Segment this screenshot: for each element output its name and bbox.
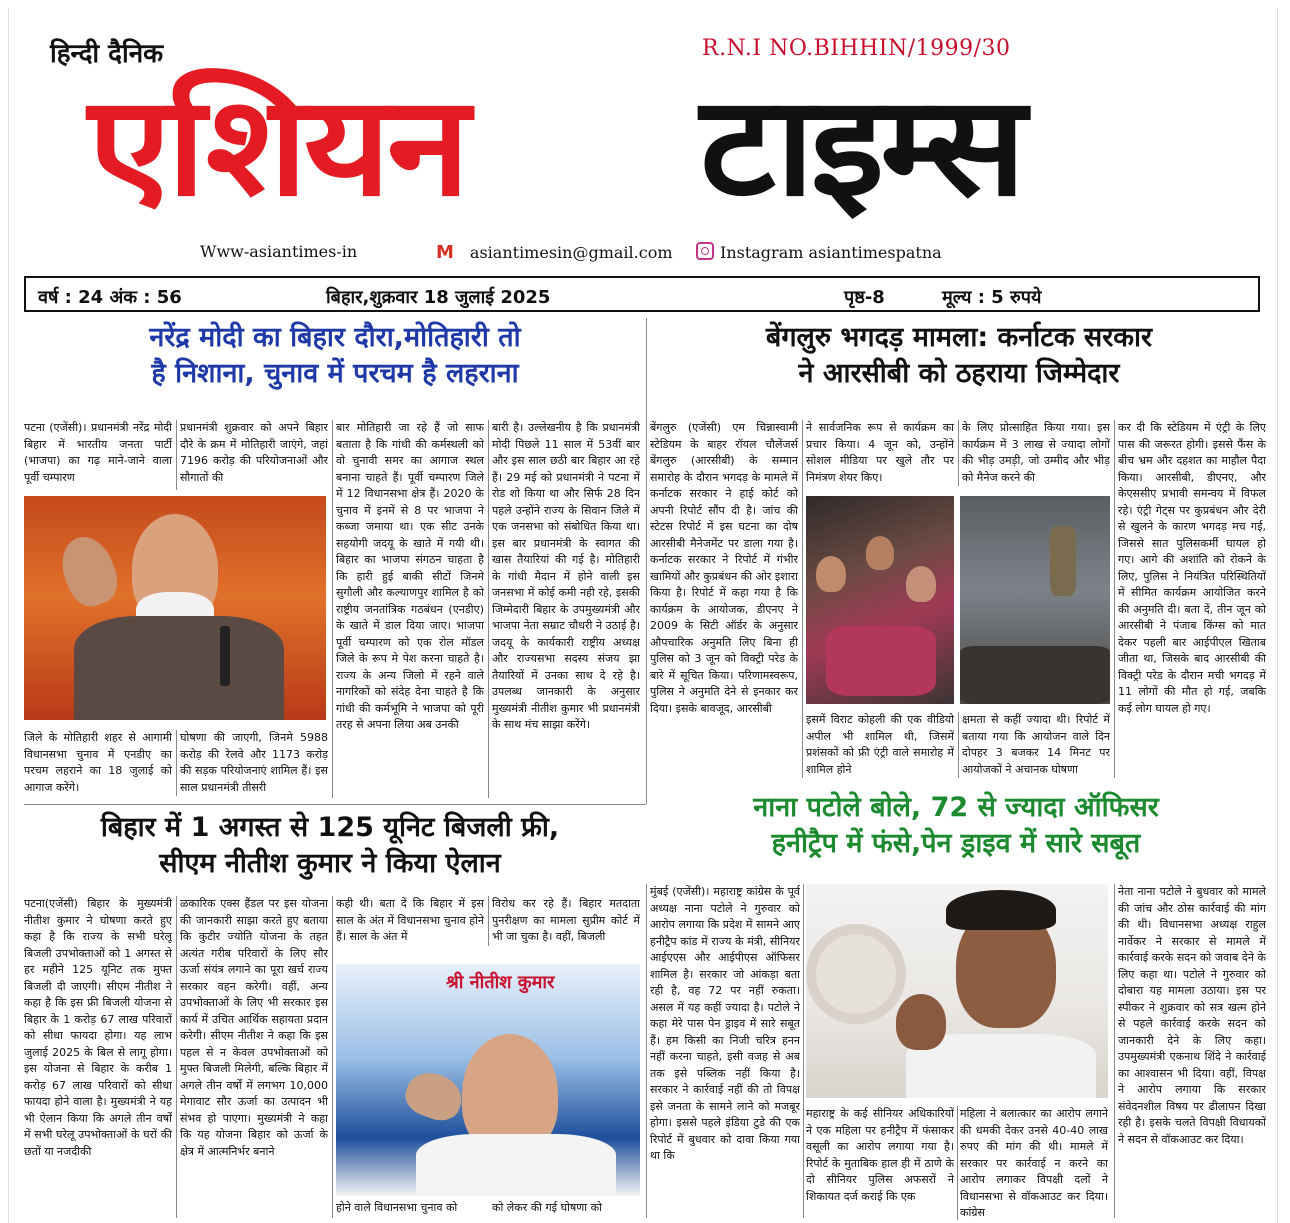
story2-col2-top: ने सार्वजनिक रूप से कार्यक्रम का प्रचार किया। 4 जून को, उन्होंने सोशल मीडिया पर खुले तौर पर निमंत्रण शेयर किए। [806,421,954,484]
story2-headline-line2: ने आरसीबी को ठहराया जिम्मेदार [798,358,1120,390]
pretitle: हिन्दी दैनिक [50,39,164,69]
police-officer [1050,526,1076,596]
congress-logo-backdrop [806,924,906,1024]
story3-col2: ळकारिक एक्स हैंडल पर इस योजना की जानकारी साझा करते हुए बताया कि कुटीर ज्योति योजना के तहत अत्यंत गरीब परिवारों के लिए सौर ऊर्जा संयंत्र लगाने का पूरा खर्च राज्य सरकार वहन करेगी। वहीं, अन्य उपभोक्ताओं के लिए भी सरकार इस कार्य में उचित आर्थिक सहायता प्रदान करेगी। सीएम नीतीश ने कहा कि इस पहल से न केवल उपभोक्ताओं को मुफ्त बिजली मिलेगी, बल्कि बिहार में अगले तीन वर्षों में लगभग 10,000 मेगावाट सौर ऊर्जा का उत्पादन भी संभव हो पाएगा। मुख्यमंत्री ने कहा कि यह योजना बिहार को ऊर्जा के क्षेत्र में आत्मनिर्भर बनाने [180,897,328,1158]
story4-col3-bottom: महिला ने बलात्कार का आरोप लगाने की धमकी देकर उनसे 40-40 लाख रुपए की मांग की थी। मामले में सरकार पर कार्रवाई न करने का आरोप लगाकर विपक्षी दलों ने विधानसभा से वॉकआउट कर दिया। कांग्रेस [960,1107,1108,1219]
story1-headline [30,320,640,393]
story2-col4: कर दी कि स्टेडियम में एंट्री के लिए पास की जरूरत होगी। इससे फैंस के बीच भ्रम और दहशत का माहौल पैदा किया। आरसीबी, डीएनए, और केएससीए प्रभावी समन्वय में विफल रहे। एंट्री गेट्स पर कुप्रबंधन और देरी से खुलने के कारण भगदड़ मच गई, जिससे सात पुलिसकर्मी घायल हो गए। आगे की अशांति को रोकने के लिए, पुलिस ने नियंत्रित परिस्थितियों में सीमित कार्यक्रम आयोजित करने की अनुमति दी। बता दें, तीन जून को आरसीबी ने पंजाब किंग्स को मात देकर पहली बार आईपीएल खिताब जीता था, जिसके बाद आरसीबी की विक्ट्री परेड के दौरान मची भगदड़ में 11 लोगों की मौत हो गई, जबकि कई लोग घायल हो गए। [1118,421,1266,715]
email-contact[interactable] [436,242,673,263]
nitish-kurta [416,1134,616,1196]
issue-date: बिहार,शुक्रवार 18 जुलाई 2025 [326,287,551,308]
email-text: asiantimesin@gmail.com [469,243,673,262]
microphone [220,626,230,686]
story1-col2-bottom: घोषणा की जाएगी, जिनमे 5988 करोड़ की रेलवे और 1173 करोड़ की सड़क परियोजनाएं शामिल हैं। इस साल प्रधानमंत्री तीसरी [180,731,328,794]
shoes-pile [960,646,1110,704]
story1-headline-line1: नरेंद्र मोदी का बिहार दौरा,मोतिहारी तो [149,322,521,353]
price: मूल्य : 5 रुपये [942,287,1042,308]
story1-col2-top: प्रधानमंत्री शुक्रवार को अपने बिहार दौरे के क्रम में मोतिहारी जाएंगे, जहां 7196 करोड़ की परियोजनाओं और सौगातों की [180,421,328,484]
story3-col4-top: विरोध कर रहे हैं। बिहार मतदाता पुनरीक्षण का मामला सुप्रीम कोर्ट में भी जा चुका है। वहीं, बिजली [492,897,640,943]
issue-info-bar [24,276,1260,312]
story1-col3: बार मोतिहारी जा रहे हैं जो साफ बताता है कि गांधी की कर्मस्थली को वो चुनावी समर का आगाज स्थल बनाना चाहते हैं। पूर्वी चम्पारण जिले में 12 विधानसभा क्षेत्र हैं। 2020 के चुनाव में इनमें से 8 पर भाजपा ने कब्जा जमाया था। एक सीट उनके सहयोगी जदयू के खाते में गयी थी। बिहार का भाजपा संगठन चाहता है कि हारी हुई बाकी सीटों जिनमे सुगौली और कल्याणपुर शामिल है को राष्ट्रीय जनतांत्रिक गठबंधन (एनडीए) के खाते में डाल दिया जाए। भाजपा पूर्वी चम्पारण को एक रोल मॉडल जिले के रूप मे पेश करना चाहते है। राज्य के अन्य जिलो में रहने वाले नागरिकों को संदेह देना चाहते है कि गांधी की कर्मभूमि ने भाजपा को पूरी तरह से अपना लिया अब उनकी [336,421,484,731]
story3-col3-top: कही थी। बता दें कि बिहार में इस साल के अंत में विधानसभा चुनाव होने हैं। साल के अंत में [336,897,484,943]
website-link[interactable]: Www-asiantimes-in [200,242,358,261]
story2-headline-line1: बेंगलुरु भगदड़ मामला: कर्नाटक सरकार [765,322,1153,353]
nitish-photo [336,964,640,1196]
issue-number: वर्ष : 24 अंक : 56 [38,287,182,308]
story4-col2-bottom: महाराष्ट्र के कई सीनियर अधिकारियों ने एक महिला पर हनीट्रैप में फंसाकर वसूली का आरोप लगाया गया है। रिपोर्ट के मुताबिक हाल ही में ठाणे के दो सीनियर पुलिस अफसरों ने शिकायत दर्ज कराई कि एक [806,1107,954,1203]
story3-headline-line1: बिहार में 1 अगस्त से 125 यूनिट बिजली फ्री, [100,812,560,843]
story4-col4: नेता नाना पटोले ने बुधवार को मामले की जांच और ठोस कार्रवाई की मांग की थी। विधानसभा अध्यक्ष राहुल नार्वेकर ने सरकार से मामले में कार्रवाई करके सदन को जवाब देने के लिए कहा था। पटोले ने गुरुवार को दोबारा यह मामला उठाया। इस पर स्पीकर ने शुक्रवार को सत्र खत्म होने से पहले कार्रवाई करके सदन को जानकारी देने के लिए कहा। उपमुख्यमंत्री एकनाथ शिंदे ने कार्रवाई का आश्वासन भी दिया। वहीं, विपक्ष ने आरोप लगाया कि सरकार संवेदनशील विषय पर ढीलापन दिखा रही है। इसके चलते विपक्षी विधायकों ने सदन से वॉकआउट कर दिया। [1118,885,1266,1146]
story2-headline [652,320,1266,393]
story3-col4-bottom: को लेकर की गई घोषणा को [492,1201,602,1214]
story4-headline [646,790,1266,863]
story3-headline [20,810,640,883]
story3-col1: पटना(एजेंसी) बिहार के मुख्यमंत्री नीतीश कुमार ने घोषणा करते हुए कहा है कि राज्य के सभी घरेलू बिजली उपभोक्ताओं को 1 अगस्त से हर महीने 125 यूनिट तक मुफ्त बिजली दी जाएगी। सीएम नीतीश ने कहा है कि इस फ्री बिजली योजना से बिहार के 1 करोड़ 67 लाख परिवारों को सीधा फायदा होगा। यह लाभ जुलाई 2025 के बिल से लागू होगा। इस योजना से बिहार के करीब 1 करोड़ 67 लाख परिवारों को सीधा फायदा होने वाला है। मुख्यमंत्री ने यह भी ऐलान किया कि अगले तीन वर्षों में सभी घरेलू उपभोक्ताओं के घरों की छतों या नजदीकी [24,897,172,1158]
gmail-icon: M [436,242,454,263]
instagram-text: Instagram asiantimespatna [720,243,942,262]
nitish-hand [400,1066,468,1126]
crowd-bodies [826,626,936,696]
rni-number: R.N.I NO.BIHHIN/1999/30 [702,36,1011,61]
crowd-face [866,536,894,570]
story2-col2-bottom: इसमें विराट कोहली की एक वीडियो अपील भी शामिल थी, जिसमें प्रशंसकों को फ्री एंट्री वाले समारोह में शामिल होने [806,713,954,776]
modi-photo [24,496,326,720]
modi-vest [74,616,284,720]
story4-headline-line2: हनीट्रैप में फंसे,पेन ड्राइव में सारे सबूत [771,828,1141,860]
story2-col1: बेंगलुरु (एजेंसी) एम चिन्नास्वामी स्टेडियम के बाहर रॉयल चौलेंजर्स बेंगलुरु (आरसीबी) के सम्मान समारोह के दौरान भगदड़ के मामले में कर्नाटक सरकार ने हाई कोर्ट को अपनी रिपोर्ट सौंप दी है। जांच की स्टेटस रिपोर्ट में इस घटना का दोष आरसीबी मैनेजमेंट पर डाला गया है। कर्नाटक सरकार ने रिपोर्ट में गंभीर खामियों और कुप्रबंधन की ओर इशारा किया है। रिपोर्ट में कहा गया है कि कार्यक्रम के आयोजक, डीएनए ने 2009 के सिटी ऑर्डर के अनुसार औपचारिक अनुमति लिए बिना ही पुलिस को 3 जून को विक्ट्री परेड के बारे में सूचित किया। परिणामस्वरूप, पुलिस ने अनुमति देने से इनकार कर दिया। इसके बावजूद, आरसीबी [650,421,798,715]
stampede-shoes-photo [960,496,1110,704]
crowd-photo [806,496,954,704]
story3-headline-line2: सीएम नीतीश कुमार ने किया ऐलान [159,848,501,880]
nitish-banner-text: श्री नीतीश कुमार [446,972,555,993]
instagram-icon [696,242,714,260]
crowd-face [906,566,936,602]
patole-photo [806,884,1108,1098]
page-number: पृष्ठ-8 [844,287,885,308]
instagram-contact[interactable] [696,242,942,262]
story4-headline-line1: नाना पटोले बोले, 72 से ज्यादा ऑफिसर [753,792,1159,823]
story1-col1-bottom: जिले के मोतिहारी शहर से आगामी विधानसभा चुनाव में एनडीए का परचम लहराने का 18 जुलाई को आगाज करेंगे। [24,731,172,794]
patole-hand [896,994,946,1050]
modi-hand [54,530,125,613]
patole-hair [946,890,1056,930]
story4-col1: मुंबई (एजेंसी)। महाराष्ट्र कांग्रेस के पूर्व अध्यक्ष नाना पटोले ने गुरुवार को आरोप लगाया कि प्रदेश में सामने आए हनीट्रैप कांड में राज्य के मंत्री, सीनियर आईएएस और आईपीएस ऑफिसर शामिल है। सरकार जो आंकड़ा बता रही है, वह 72 पर नहीं रुकता। असल में यह कहीं ज्यादा है। पटोले ने कहा मेरे पास पेन ड्राइव में सारे सबूत हैं। हम किसी का निजी चरित्र हनन नहीं करना चाहते, इसी वजह से अब तक इसे पब्लिक नहीं किया है। सरकार ने कार्रवाई नहीं की तो विपक्ष इसे जनता के सामने लाने को मजबूर होगा। इससे पहले इंडिया टुडे की एक रिपोर्ट में बुधवार को दावा किया गया था कि [650,885,800,1162]
masthead-title-black: टाइम्स [700,66,1023,228]
masthead-title-red: एशियन [88,66,467,228]
story1-col1-top: पटना (एजेंसी)। प्रधानमंत्री नरेंद्र मोदी बिहार में भारतीय जनता पार्टी (भाजपा) का गढ़ माने-जाने वाला पूर्वी चम्पारण [24,421,172,484]
story2-col3-bottom: क्षमता से कहीं ज्यादा थी। रिपोर्ट में बताया गया कि आयोजन वाले दिन दोपहर 3 बजकर 14 मिनट पर आयोजकों ने अचानक घोषणा [962,713,1110,776]
story3-col3-bottom: होने वाले विधानसभा चुनाव को [336,1201,458,1214]
story1-col4: बारी है। उल्लेखनीय है कि प्रधानमंत्री मोदी पिछले 11 साल में 53वीं बार और इस साल छठी बार बिहार आ रहे हैं। 29 मई को प्रधानमंत्री ने पटना में रोड शो किया था और सिर्फ 28 दिन पहले उन्होंने राज्य के सिवान जिले में एक जनसभा को संबोधित किया था। इस बार प्रधानमंत्री के स्वागत की खास तैयारियां की गई है। मोतिहारी के गांधी मैदान में होने वाली इस जनसभा में कोई कमी नही रहे, इसकी जिम्मेदारी बिहार के उपमुख्यमंत्री और भाजपा नेता सम्राट चौधरी ने उठाई है। जदयू के कार्यकारी राष्ट्रीय अध्यक्ष और राज्यसभा सदस्य संजय झा तैयारियों में उनका साथ दे रहे है। उपलब्ध जानकारी के अनुसार मुख्यमंत्री नीतीश कुमार भी प्रधानमंत्री के साथ मंच साझा करेंगे। [492,421,640,731]
crowd-face [816,556,846,592]
story2-col3-top: के लिए प्रोत्साहित किया गया। इस कार्यक्रम में 3 लाख से ज्यादा लोगों की भीड़ उमड़ी, जो उम्मीद और भीड़ को मैनेज करने की [962,421,1110,484]
story1-headline-line2: है निशाना, चुनाव में परचम है लहराना [151,358,519,390]
